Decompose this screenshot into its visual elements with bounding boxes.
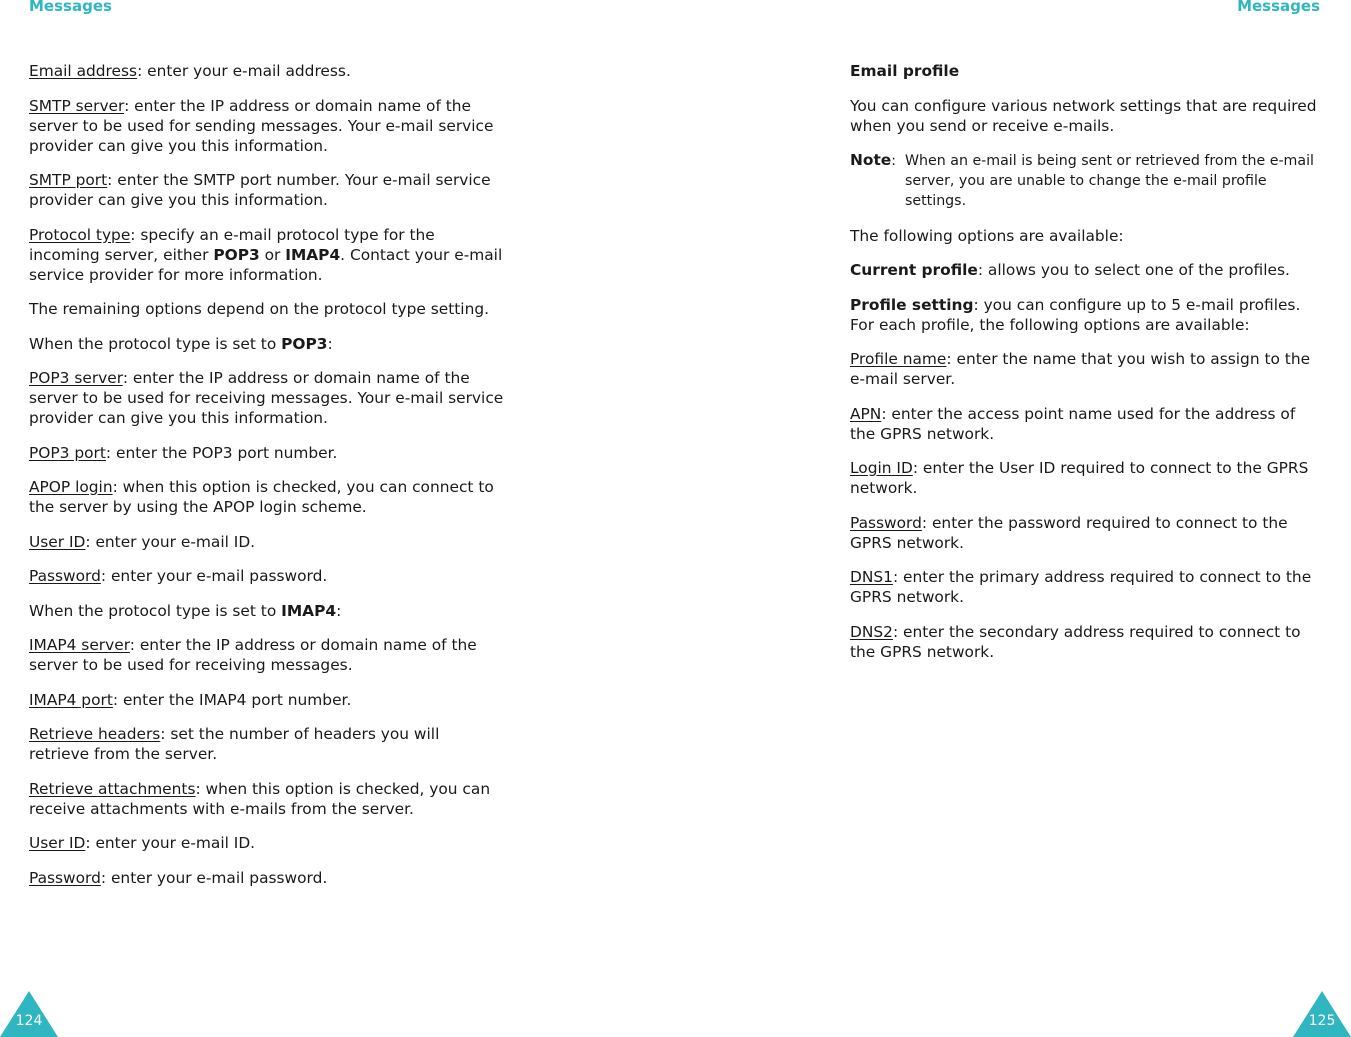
remaining-options-text: The remaining options depend on the protocol type setting. (29, 300, 489, 318)
profile-name-item (850, 349, 1325, 389)
imap4-server-desc: : enter the IP address or domain name of the server to be used for receiving messages. (29, 636, 477, 674)
note-block (850, 150, 1325, 211)
login-id-term: Login ID (850, 459, 913, 477)
smtp-server-desc: : enter the IP address or domain name of the server to be used for sending messages. Your e-mail service provider can give you this information. (29, 96, 494, 155)
smtp-port-item (29, 170, 504, 210)
imap4-server-term: IMAP4 server (29, 636, 130, 654)
protocol-type-desc-1: : specify an e-mail protocol type for the incoming server, either (29, 225, 435, 264)
when-pop3-bold: POP3 (281, 334, 328, 353)
user-id-desc: : enter your e-mail ID. (85, 532, 256, 551)
protocol-type-item (29, 225, 504, 285)
protocol-type-desc-2: or (259, 245, 286, 264)
pop3-port-item (29, 443, 504, 463)
when-imap4-text: When the protocol type is set to (29, 601, 282, 620)
smtp-port-desc: : enter the SMTP port number. Your e-mail service provider can give you this information. (29, 171, 491, 209)
gprs-password-term: Password (850, 513, 922, 532)
imap4-port-term: IMAP4 port (29, 690, 113, 709)
retrieve-attachments-item (29, 779, 504, 819)
password-imap-term: Password (29, 868, 101, 887)
when-imap4-bold: IMAP4 (281, 601, 337, 620)
apop-login-item (29, 477, 504, 517)
user-id-imap-item (29, 833, 504, 853)
options-intro: The following options are available: (850, 226, 1124, 245)
email-address-term: Email address (29, 62, 138, 80)
profile-name-desc: : enter the name that you wish to assign to the e-mail server. (850, 350, 1311, 388)
when-imap4-heading (29, 601, 504, 621)
email-address-desc: : enter your e-mail address. (137, 62, 351, 80)
header-right-title: Messages (1237, 0, 1320, 15)
current-profile-desc: : allows you to select one of the profiles. (977, 261, 1290, 279)
password-term: Password (29, 567, 101, 585)
imap4-port-item (29, 690, 504, 710)
email-profile-title: Email profile (850, 62, 960, 80)
profile-name-term: Profile name (850, 350, 947, 368)
left-page-column (29, 61, 504, 902)
password-imap-item (29, 868, 504, 888)
dns2-desc: : enter the secondary address required to connect to the GPRS network. (850, 622, 1301, 661)
retrieve-attachments-term: Retrieve attachments (29, 779, 196, 798)
retrieve-headers-desc: : set the number of headers you will retrieve from the server. (29, 725, 440, 763)
smtp-server-term: SMTP server (29, 96, 125, 115)
pop3-port-term: POP3 port (29, 443, 106, 462)
header-left-title: Messages (29, 0, 112, 15)
dns1-item (850, 567, 1325, 607)
protocol-type-term: Protocol type (29, 225, 131, 244)
protocol-type-imap4: IMAP4 (285, 245, 341, 264)
password-imap-desc: : enter your e-mail password. (100, 868, 328, 887)
login-id-desc: : enter the User ID required to connect to the GPRS network. (850, 459, 1309, 497)
apop-login-term: APOP login (29, 478, 113, 496)
password-item (29, 566, 504, 586)
page-number-left: 124 (15, 1013, 43, 1029)
profile-setting-desc: : you can configure up to 5 e-mail profiles. For each profile, the following options are available: (850, 295, 1301, 334)
retrieve-headers-term: Retrieve headers (29, 725, 161, 743)
profile-setting-item (850, 295, 1325, 335)
dns1-desc: : enter the primary address required to connect to the GPRS network. (850, 568, 1312, 606)
email-profile-intro: You can configure various network settings that are required when you send or receive e-mails. (850, 96, 1317, 135)
dns2-item (850, 622, 1325, 662)
protocol-type-pop3: POP3 (213, 245, 260, 264)
when-imap4-end: : (336, 601, 342, 620)
apn-desc: : enter the access point name used for the address of the GPRS network. (850, 404, 1296, 443)
user-id-term: User ID (29, 532, 86, 551)
apop-login-desc: : when this option is checked, you can connect to the server by using the APOP login scheme. (29, 478, 494, 516)
pop3-server-item (29, 368, 504, 428)
imap4-server-item (29, 635, 504, 675)
note-colon: : (891, 153, 897, 169)
pop3-port-desc: : enter the POP3 port number. (105, 443, 338, 462)
retrieve-attachments-desc: : when this option is checked, you can receive attachments with e-mails from the server. (29, 779, 491, 818)
note-head (850, 153, 896, 169)
login-id-item (850, 458, 1325, 498)
user-id-imap-term: User ID (29, 834, 86, 852)
profile-setting-term: Profile setting (850, 295, 974, 314)
pop3-server-term: POP3 server (29, 369, 123, 387)
password-desc: : enter your e-mail password. (100, 567, 328, 585)
pop3-server-desc: : enter the IP address or domain name of the server to be used for receiving messages. Your e-mail service provider can give you this information. (29, 369, 504, 427)
when-pop3-end: : (327, 334, 333, 353)
current-profile-item (850, 260, 1325, 280)
user-id-imap-desc: : enter your e-mail ID. (85, 834, 256, 852)
page-number-right: 125 (1308, 1013, 1336, 1029)
smtp-server-item (29, 96, 504, 156)
smtp-port-term: SMTP port (29, 171, 108, 189)
imap4-port-desc: : enter the IMAP4 port number. (112, 690, 352, 709)
gprs-password-desc: : enter the password required to connect to the GPRS network. (850, 513, 1288, 552)
retrieve-headers-item (29, 724, 504, 764)
email-address-item (29, 61, 504, 81)
apn-term: APN (850, 404, 882, 423)
gprs-password-item (850, 513, 1325, 553)
dns1-term: DNS1 (850, 568, 893, 586)
when-pop3-heading (29, 334, 504, 354)
user-id-item (29, 532, 504, 552)
note-text: When an e-mail is being sent or retrieved from the e-mail server, you are unable to change the e-mail profile settings. (905, 153, 1314, 209)
note-label: Note (850, 151, 892, 169)
right-page-column (850, 61, 1325, 676)
when-pop3-text: When the protocol type is set to (29, 334, 282, 353)
protocol-type-desc-3: . Contact your e-mail service provider for more information. (29, 245, 503, 284)
apn-item (850, 404, 1325, 444)
dns2-term: DNS2 (850, 622, 893, 641)
current-profile-term: Current profile (850, 261, 978, 279)
